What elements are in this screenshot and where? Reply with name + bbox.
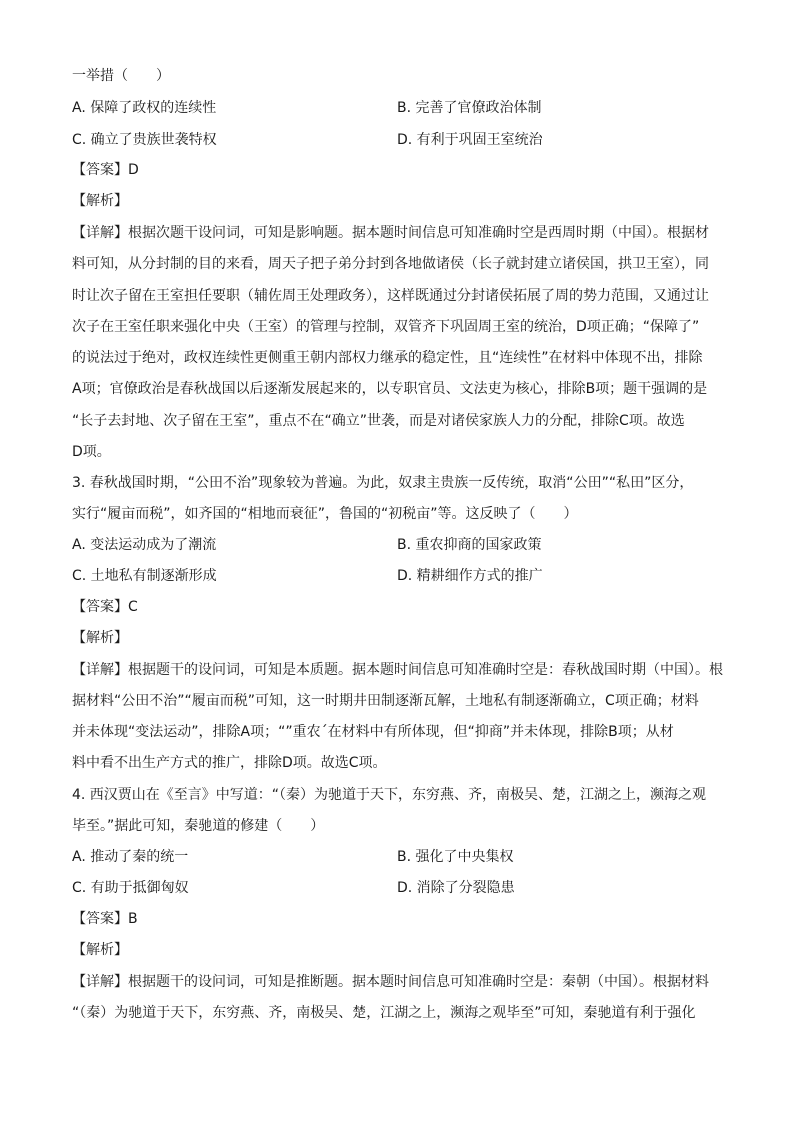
q3-answer: 【答案】C [72, 599, 138, 615]
q2-detail-line-7: “长子去封地、次子留在王室”，重点不在“确立”世袭，而是对诸侯家族人力的分配，排除C项。故选 [72, 413, 685, 429]
q4-option-d: D. 消除了分裂隐患 [397, 880, 515, 896]
q2-detail-line-8: D项。 [72, 444, 111, 460]
q2-analysis-label: 【解析】 [72, 193, 128, 209]
q2-option-d: D. 有利于巩固王室统治 [397, 132, 543, 148]
q3-option-c: C. 土地私有制逐渐形成 [72, 568, 217, 584]
q4-stem-line-2: 毕至。”据此可知，秦驰道的修建（ ） [72, 818, 325, 834]
q3-detail-line-3: 并未体现“变法运动”，排除A项；“”重农´在材料中有所体现，但“抑商”并未体现，排除B项；从材 [72, 724, 674, 740]
q2-detail-line-2: 料可知，从分封制的目的来看，周天子把子弟分封到各地做诸侯（长子就封建立诸侯国，拱卫王室），同 [72, 256, 709, 272]
q2-answer: 【答案】D [72, 162, 139, 178]
q3-option-b: B. 重农抑商的国家政策 [397, 537, 542, 553]
q3-stem-line-2: 实行“履亩而税”，如齐国的“相地而衰征”，鲁国的“初税亩”等。这反映了（ ） [72, 506, 578, 522]
q3-option-d: D. 精耕细作方式的推广 [397, 568, 543, 584]
q4-stem-line-1: 4. 西汉贾山在《至言》中写道：“（秦）为驰道于天下，东穷燕、齐，南极吴、楚，江湖之上，濒海之观 [72, 787, 707, 803]
q2-detail-line-4: 次子在王室任职来强化中央（王室）的管理与控制，双管齐下巩固周王室的统治，D项正确；“保障了” [72, 319, 700, 335]
q2-detail-line-3: 时让次子留在王室担任要职（辅佐周王处理政务），这样既通过分封诸侯拓展了周的势力范围，又通过让 [72, 288, 709, 304]
q3-detail-line-2: 据材料“公田不治”“履亩而税”可知，这一时期井田制逐渐瓦解，土地私有制逐渐确立，C项正确；材料 [72, 693, 699, 709]
q2-option-a: A. 保障了政权的连续性 [72, 100, 217, 116]
q4-option-b: B. 强化了中央集权 [397, 849, 514, 865]
q3-option-a: A. 变法运动成为了潮流 [72, 537, 217, 553]
q2-option-b: B. 完善了官僚政治体制 [397, 100, 542, 116]
q3-stem-line-1: 3. 春秋战国时期，“公田不治”现象较为普遍。为此，奴隶主贵族一反传统，取消“公田”“私田”区分， [72, 475, 694, 491]
q2-detail-line-6: A项；官僚政治是春秋战国以后逐渐发展起来的，以专职官员、文法吏为核心，排除B项；题干强调的是 [72, 381, 708, 397]
q2-stem-tail: 一举措（ ） [72, 68, 170, 84]
q3-detail-line-1: 【详解】根据题干的设问词，可知是本质题。据本题时间信息可知准确时空是：春秋战国时期（中国）。根 [72, 662, 723, 678]
q2-option-c: C. 确立了贵族世袭特权 [72, 132, 217, 148]
q2-detail-line-5: 的说法过于绝对，政权连续性更侧重王朝内部权力继承的稳定性，且“连续性”在材料中体现不出，排除 [72, 350, 703, 366]
q2-detail-line-1: 【详解】根据次题干设问词，可知是影响题。据本题时间信息可知准确时空是西周时期（中国）。根据材 [72, 225, 709, 241]
q4-option-c: C. 有助于抵御匈奴 [72, 880, 189, 896]
q4-answer: 【答案】B [72, 911, 138, 927]
q4-analysis-label: 【解析】 [72, 942, 128, 958]
q4-option-a: A. 推动了秦的统一 [72, 849, 189, 865]
q4-detail-line-2: “（秦）为驰道于天下，东穷燕、齐，南极吴、楚，江湖之上，濒海之观毕至”可知，秦驰道有利于强化 [72, 1005, 696, 1021]
q3-detail-line-4: 料中看不出生产方式的推广，排除D项。故选C项。 [72, 755, 387, 771]
q3-analysis-label: 【解析】 [72, 630, 128, 646]
q4-detail-line-1: 【详解】根据题干的设问词，可知是推断题。据本题时间信息可知准确时空是：秦朝（中国）。根据材料 [72, 974, 709, 990]
